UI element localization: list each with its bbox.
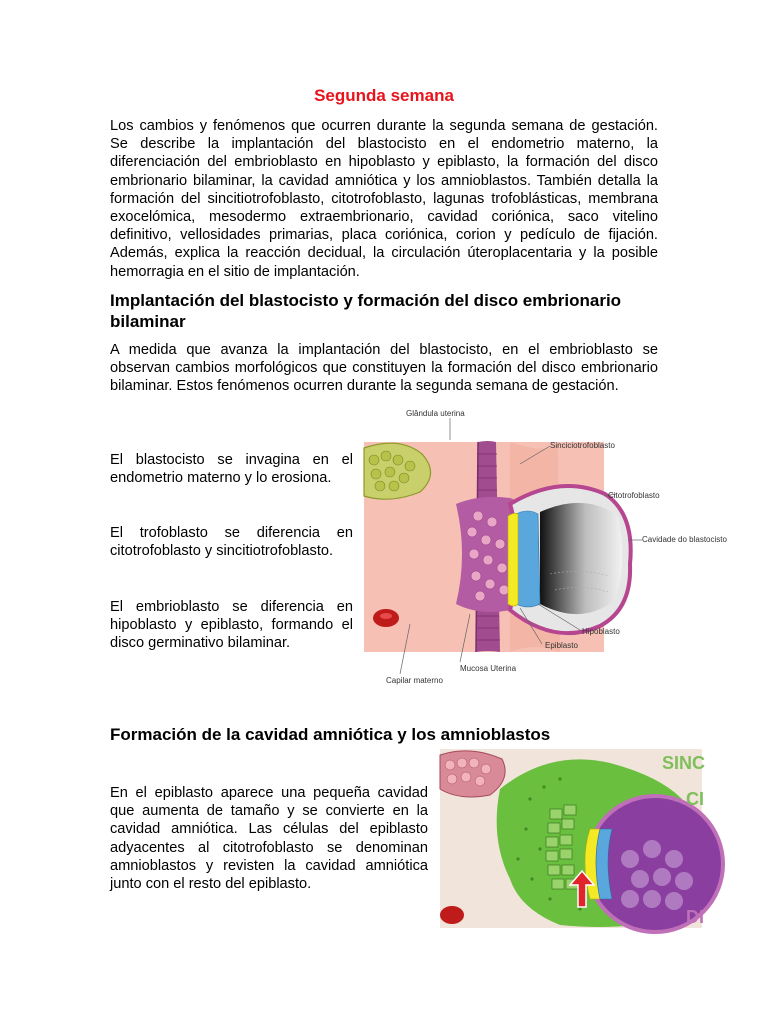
section2-paragraph: En el epiblasto aparece una pequeña cavidad que aumenta de tamaño y se convierte en la cavidad amniótica. Las células del epiblasto adyacentes al citotrofoblasto se denominan amnioblastos y revisten la cavidad amniótica junto con el resto del epiblasto. (110, 785, 428, 893)
amniotic-figure (440, 749, 706, 928)
label-ci: CI (686, 789, 704, 809)
intro-paragraph: Los cambios y fenómenos que ocurren durante la segunda semana de gestación. Se describe la implantación del blastocisto en el endometrio materno, la diferenciación del embrioblasto en hipoblasto y epiblasto, la formación del disco embrionario bilaminar, la cavidad amniótica y los amnioblastos. También detalla la formación del sincitiotrofoblasto, citotrofoblasto, lagunas trofoblásticas, membrana exocelómica, mesodermo extraembrionario, cavidad coriónica, saco vitelino definitivo, vellosidades primarias, placa coriónica, corion y pedículo de fijación. Además, explica la reacción decidual, la circulación úteroplacentaria y la posible hemorragia en el sitio de implantación. (110, 118, 658, 280)
label-epiblasto: Epiblasto (545, 641, 578, 650)
section1-paragraph: A medida que avanza la implantación del blastocisto, en el embrioblasto se observan cambios morfológicos que constituyen la formación del disco embrionario bilaminar. Estos fenómenos ocurren durante la segunda semana de gestación. (110, 342, 658, 395)
label-cavidade: Cavidade do blastocisto (642, 535, 727, 544)
label-di: DI (686, 907, 704, 927)
page-title: Segunda semana (314, 86, 454, 105)
hypoblast-layer (516, 511, 540, 607)
point-invagination: El blastocisto se invagina en el endometrio materno y lo erosiona. (110, 452, 353, 487)
implantation-figure (360, 404, 760, 689)
label-citotrofoblasto: Citotrofoblasto (608, 491, 660, 500)
epiblast-layer (508, 513, 518, 606)
section2-heading: Formación de la cavidad amniótica y los amnioblastos (110, 725, 551, 744)
label-mucosa: Mucosa Uterina (460, 664, 517, 673)
label-capilar: Capilar materno (386, 676, 443, 685)
point-trofoblasto: El trofoblasto se diferencia en citotrofoblasto y sincitiotrofoblasto. (110, 525, 353, 560)
point-embrioblasto: El embrioblasto se diferencia en hipoblasto y epiblasto, formando el disco germinativo bilaminar. (110, 599, 353, 652)
label-sincicio: Sinciciotrofoblasto (550, 441, 615, 450)
section1-heading: Implantación del blastocisto y formación del disco embrionario bilaminar (110, 291, 622, 331)
label-hipoblasto: Hipoblasto (582, 627, 620, 636)
blastocyst-cavity (540, 503, 622, 614)
label-sinc: SINC (662, 753, 706, 773)
label-glandula: Glândula uterina (406, 409, 465, 418)
